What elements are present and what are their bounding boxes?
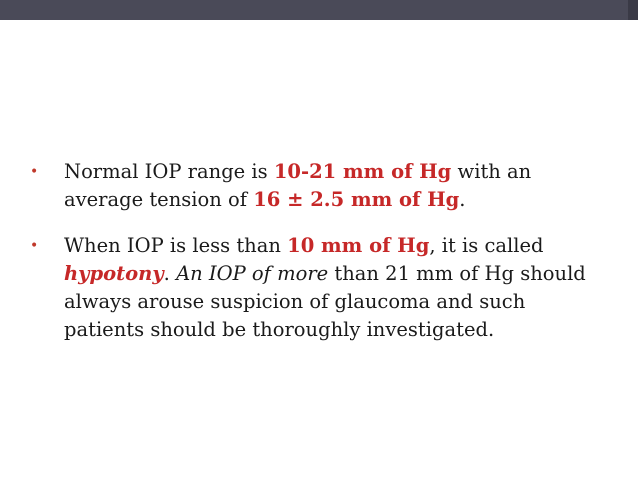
highlight-average-tension: 16 ± 2.5 mm of Hg: [253, 188, 460, 211]
bullet-dot-icon: •: [30, 164, 39, 180]
bullet-hypotony: [30, 232, 600, 344]
bullet-dot-icon: •: [30, 238, 39, 254]
slide-top-bar: [0, 0, 638, 20]
highlight-hypotony: hypotony: [64, 262, 164, 285]
bullet-text: .: [163, 262, 177, 285]
highlight-iop-range: 10-21 mm of Hg: [273, 160, 452, 183]
italic-text: An IOP of more: [176, 262, 329, 285]
bullet-text: When IOP is less than: [64, 234, 288, 257]
bullet-text: Normal IOP range is: [64, 160, 274, 183]
slide-content: [30, 158, 600, 362]
bullet-normal-iop: [30, 158, 600, 214]
slide-top-bar-corner: [628, 0, 638, 20]
highlight-low-iop: 10 mm of Hg: [287, 234, 430, 257]
bullet-text: , it is called: [429, 234, 544, 257]
bullet-text: with an average tension of: [64, 160, 532, 211]
bullet-text: than 21 mm of Hg should always arouse suspicion of glaucoma and such patients should be thoroughly investigated.: [64, 262, 586, 341]
bullet-text: .: [459, 188, 466, 211]
